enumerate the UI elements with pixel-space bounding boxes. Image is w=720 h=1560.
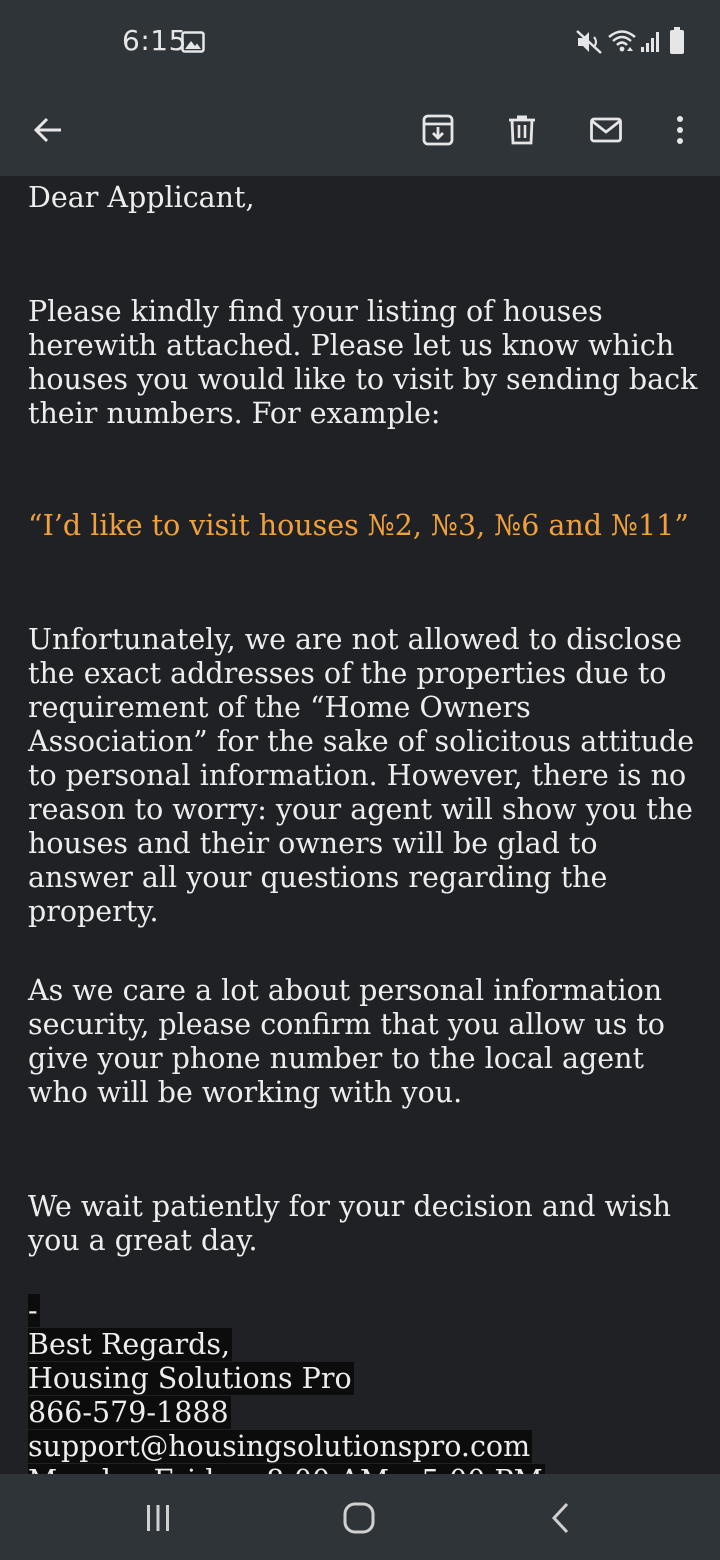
archive-button[interactable] (408, 100, 468, 160)
trash-icon (506, 114, 538, 146)
wifi-icon (607, 28, 637, 54)
signature-email[interactable]: support@housingsolutionspro.com (28, 1430, 531, 1463)
email-body[interactable] (0, 176, 720, 1474)
status-bar (0, 0, 720, 84)
back-button[interactable] (18, 100, 78, 160)
home-button[interactable] (329, 1488, 389, 1548)
battery-icon (669, 27, 685, 55)
more-options-button[interactable] (650, 100, 710, 160)
email-paragraph-4: We wait patiently for your decision and wish you a great day. (28, 1190, 671, 1257)
system-nav-bar (0, 1474, 720, 1560)
gallery-icon (181, 31, 205, 53)
back-arrow-icon (32, 114, 64, 146)
recent-apps-icon (140, 1500, 176, 1536)
signature-regards: Best Regards, (28, 1328, 231, 1361)
email-paragraph-2: Unfortunately, we are not allowed to disclose the exact addresses of the properties due to requirement of the “Home Owners Association” for the sake of solicitous attitude to personal information. However, there is no reason to worry: your agent will show you the houses and their owners will be glad to answer all your questions regarding the property. (28, 623, 695, 928)
email-paragraph-3: As we care a lot about personal information security, please confirm that you allow us to give your phone number to the local agent who will be working with you. (28, 974, 665, 1109)
signature-company: Housing Solutions Pro (28, 1362, 352, 1395)
email-example-quote: “I’d like to visit houses №2, №3, №6 and №11” (28, 509, 689, 542)
email-paragraph-1: Please kindly find your listing of houses herewith attached. Please let us know which houses you would like to visit by sending back their numbers. For example: (28, 295, 698, 430)
nav-back-icon (543, 1500, 579, 1536)
nav-back-button[interactable] (531, 1488, 591, 1548)
email-signature (28, 1294, 545, 1498)
email-toolbar (0, 84, 720, 176)
signature-dash: - (28, 1294, 38, 1327)
delete-button[interactable] (492, 100, 552, 160)
signal-icon (640, 29, 662, 53)
status-time: 6:15 (122, 24, 187, 57)
email-greeting: Dear Applicant, (28, 181, 255, 214)
recent-apps-button[interactable] (128, 1488, 188, 1548)
archive-icon (422, 114, 454, 146)
mail-icon (590, 114, 622, 146)
signature-phone[interactable]: 866-579-1888 (28, 1396, 229, 1429)
mute-icon (575, 29, 603, 55)
home-icon (341, 1500, 377, 1536)
more-vert-icon (664, 114, 696, 146)
mark-unread-button[interactable] (576, 100, 636, 160)
